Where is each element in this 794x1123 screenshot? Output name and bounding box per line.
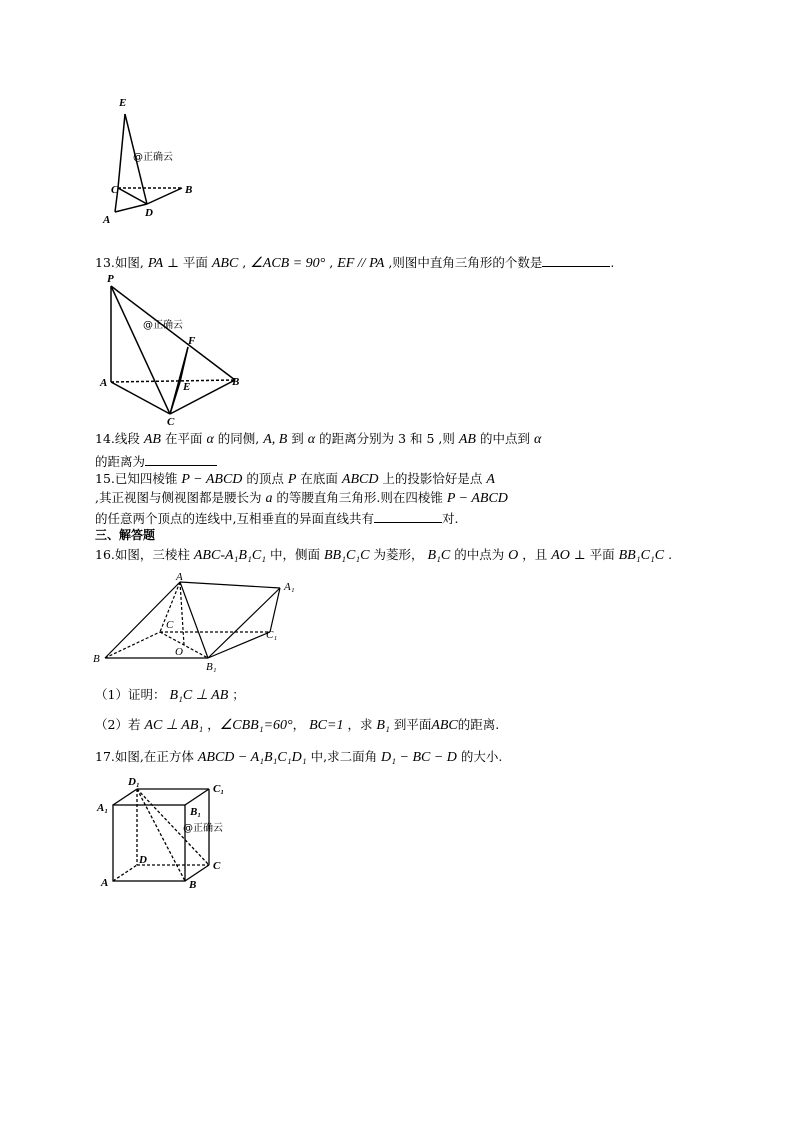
label-e: E	[119, 97, 127, 109]
label-b1: B₁	[190, 806, 202, 818]
label-a: A	[103, 214, 111, 226]
label-b: B	[189, 879, 197, 891]
label-d1: D₁	[128, 776, 140, 788]
question-16-part1: （1）证明： B₁C ⊥ AB ；	[95, 687, 245, 703]
label-p: P	[107, 273, 114, 285]
label-a: A	[101, 877, 109, 889]
label-f: F	[188, 335, 196, 347]
answer-blank	[542, 254, 610, 267]
label-d: D	[145, 207, 153, 219]
label-c1: C₁	[266, 629, 278, 641]
question-15-line2: ,其正视图与侧视图都是腰长为 a 的等腰直角三角形.则在四棱锥 P − ABCD	[95, 490, 508, 506]
question-14-line2: 的距离为	[95, 453, 217, 470]
question-15-line3: 的任意两个顶点的连线中,互相垂直的异面直线共有 对.	[95, 511, 459, 526]
label-a: A	[176, 571, 183, 583]
label-b1: B₁	[206, 661, 217, 673]
question-15: 15.已知四棱锥 P − ABCD 的顶点 P 在底面 ABCD 上的投影恰好是点 A	[95, 471, 495, 487]
label-c: C	[111, 184, 119, 196]
label-c: C	[213, 860, 221, 872]
label-c: C	[166, 619, 174, 631]
section-title: 三、解答题	[95, 528, 156, 542]
question-16: 16.如图，三棱柱 ABC-A₁B₁C₁ 中，侧面 BB₁C₁C 为菱形， B₁C 的中点为 O ，且 AO ⊥ 平面 BB₁C₁C .	[95, 547, 673, 563]
figure-q13	[95, 272, 255, 432]
label-b: B	[232, 376, 240, 388]
watermark: @正确云	[183, 823, 223, 834]
label-a1: A₁	[284, 581, 295, 593]
label-a1: A₁	[97, 802, 109, 814]
question-13: 13.如图, PA ⊥ 平面 ABC , ∠ACB = 90° , EF // PA ,则图中直角三角形的个数是 .	[95, 255, 615, 271]
label-e: E	[183, 381, 191, 393]
label-d: D	[139, 854, 147, 866]
figure-q16	[90, 570, 310, 675]
label-c: C	[167, 416, 175, 428]
label-o: O	[175, 646, 183, 658]
question-16-part2: （2）若 AC ⊥ AB₁ ，∠CBB₁=60°， BC=1 ，求 B₁ 到平面ABC的距离.	[95, 717, 500, 733]
label-c1: C₁	[213, 783, 225, 795]
figure-q12	[95, 92, 215, 232]
question-17: 17.如图,在正方体 ABCD − A₁B₁C₁D₁ 中,求二面角 D₁ − BC − D 的大小.	[95, 749, 503, 765]
watermark: @正确云	[143, 320, 183, 331]
answer-blank	[374, 510, 442, 523]
answer-blank	[145, 453, 217, 466]
watermark: @正确云	[133, 152, 173, 163]
question-14: 14.线段 AB 在平面 α 的同侧, A, B 到 α 的距离分别为 3 和 5 ,则 AB 的中点到 α	[95, 431, 542, 447]
label-b: B	[93, 653, 100, 665]
label-a: A	[100, 377, 108, 389]
figure-q17	[95, 775, 245, 895]
label-b: B	[185, 184, 193, 196]
